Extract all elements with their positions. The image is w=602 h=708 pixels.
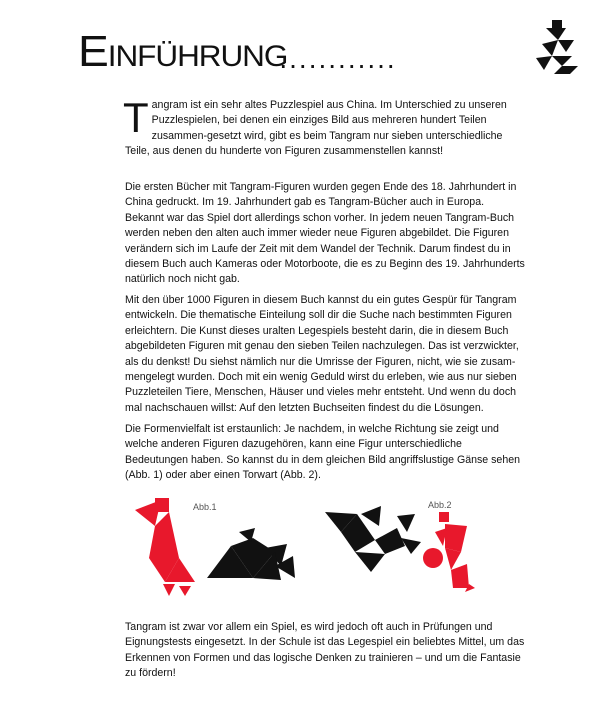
- black-goose-figure: [207, 528, 295, 580]
- page-title: [78, 22, 397, 74]
- tangram-figures: [135, 488, 475, 598]
- figure-label-abb1: Abb.1: [193, 502, 217, 512]
- title-dots: ............: [279, 43, 397, 74]
- red-goose-figure: [135, 498, 195, 596]
- title-first-letter: E: [78, 27, 108, 76]
- intro-text: angram ist ein sehr altes Puzzlespiel aus China. Im Unterschied zu unseren Puzzlespielen, bei denen ein einziges Bild aus mehreren hundert Teilen zusammen-gesetzt wird, gibt es beim Tangram nur sieben unterschiedliche Teile, aus denen du hunderte von Figuren zusammenstellen kannst!: [125, 99, 507, 158]
- black-goalkeeper-figure: [325, 506, 421, 572]
- title-word: [78, 27, 288, 76]
- figure-label-abb2: Abb.2: [428, 500, 452, 510]
- variety-paragraph: Die Formenvielfalt ist erstaunlich: Je nachdem, in welche Richtung sie zeigt und welche anderen Figuren dazugehören, kann eine Figur unterschiedliche Bedeutungen haben. So kannst du in dem gleichen Bild angriffslustige Gänse sehen (Abb. 1) oder aber einen Torwart (Abb. 2).: [125, 423, 520, 482]
- red-goalkeeper-figure: [423, 512, 475, 592]
- closing-paragraph: Tangram ist zwar vor allem ein Spiel, es wird jedoch oft auch in Prüfungen und Eignungstests eingesetzt. In der Schule ist das Legespiel ein beliebtes Mittel, um das Erkennen von Formen und das logische Denken zu trainieren – und um die Fantasie zu fördern!: [125, 621, 525, 680]
- book-paragraph: Mit den über 1000 Figuren in diesem Buch kannst du ein gutes Gespür für Tangram entwickeln. Die thematische Einteilung soll dir die Suche nach bestimmten Figuren erleichtern. Die Kunst dieses uralten Legespiels besteht darin, die in diesem Buch abgebildeten Figuren mit genau den sieben Teilen nachzulegen. Das ist verzwickter, als du denkst! Du siehst nämlich nur die Umrisse der Figuren, nicht, wie sie zusam-mengelegt wurden. Doch mit ein wenig Geduld wirst du erleben, wie aus nur sieben Puzzleteilen Tiere, Menschen, Häuser und vieles mehr entsteht. Und wenn du doch mal nachschauen willst: Auf den letzten Buchseiten findest du die Lösungen.: [125, 294, 519, 414]
- intro-paragraph: [123, 94, 525, 160]
- title-rest: INFÜHRUNG: [107, 40, 288, 73]
- tangram-runner-icon: [532, 18, 582, 78]
- history-paragraph: Die ersten Bücher mit Tangram-Figuren wurden gegen Ende des 18. Jahrhundert in China gedruckt. Im 19. Jahrhundert gab es Tangram-Bücher auch in Europa. Bekannt war das Spiel dort allerdings schon vorher. In jedem neuen Tangram-Buch werden neben den alten auch immer wieder neue Figuren abgebildet. Die Figuren verändern sich im Laufe der Zeit mit dem Wandel der Technik. Darum findest du in diesem Buch auch Kameras oder Motorboote, die es zu Beginn des 19. Jahrhunderts natürlich noch nicht gab.: [125, 181, 525, 286]
- drop-cap: T: [123, 94, 149, 141]
